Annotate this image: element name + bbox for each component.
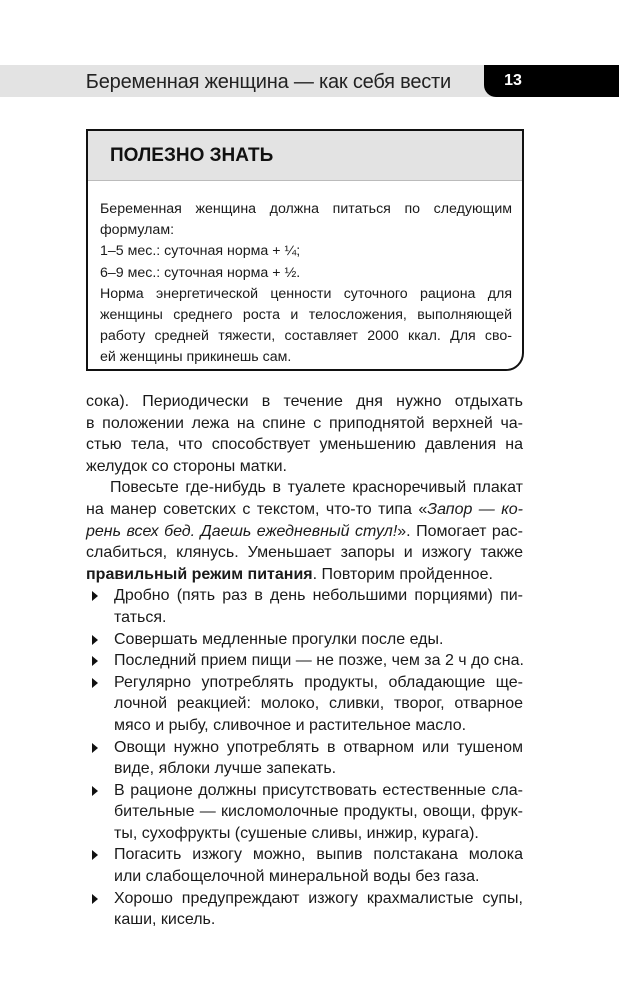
text-line: Регулярно употреблять продукты, обладающие ще- (114, 673, 523, 691)
text-line: бительные — кисломолочные продукты, овощи, фрук- (114, 803, 523, 821)
text-line: желудок со стороны матки. (86, 457, 287, 475)
list-item (86, 888, 523, 931)
text-line: Совершать медленные прогулки после еды. (114, 630, 444, 648)
triangle-bullet-icon (92, 591, 98, 601)
triangle-bullet-icon (92, 894, 98, 904)
list-item (86, 672, 523, 737)
list-item (86, 737, 523, 780)
text-line: таться. (114, 608, 167, 626)
text-line: Повесьте где-нибудь в туалете красноречивый плакат (110, 479, 523, 497)
useful-info-box-text (100, 199, 512, 369)
list-item (86, 780, 523, 845)
text-line (86, 499, 523, 521)
box-line: 1–5 мес.: суточная норма + ¼; (100, 243, 301, 260)
text-line: Дробно (пять раз в день небольшими порциями) пи- (114, 587, 523, 605)
text-line: лочной реакцией: молоко, сливки, творог, отварное (114, 695, 523, 713)
text-line: Погасить изжогу можно, выпив полстакана молока (114, 846, 523, 864)
list-item (86, 585, 523, 628)
list-item (86, 650, 523, 672)
text-span: . Повторим пройденное. (312, 565, 493, 583)
text-line: Овощи нужно употреблять в отварном или тушеном (114, 738, 523, 756)
box-line: ей женщины прикинешь сам. (100, 349, 292, 366)
page-number: 13 (504, 72, 522, 89)
paragraph (86, 477, 523, 585)
text-line (86, 521, 523, 543)
useful-info-box-title: ПОЛЕЗНО ЗНАТЬ (110, 145, 274, 166)
text-line: В рационе должны присутствовать естественные сла- (114, 781, 523, 799)
text-line: или слабощелочной минеральной воды без газа. (114, 868, 480, 886)
triangle-bullet-icon (92, 678, 98, 688)
paragraph (86, 391, 523, 477)
text-line: Хорошо предупреждают изжогу крахмалистые супы, (114, 889, 523, 907)
box-line: 6–9 мес.: суточная норма + ½. (100, 264, 301, 281)
italic-quote: рень всех бед. Даешь ежедневный стул! (86, 522, 398, 540)
text-span: ». Помогает рас- (397, 522, 524, 540)
text-line: ты, сухофрукты (сушеные сливы, инжир, курага). (114, 824, 479, 842)
box-line: Норма энергетической ценности суточного рациона для (100, 285, 512, 302)
text-line: сока). Периодически в течение дня нужно отдыхать (86, 393, 523, 410)
box-line: формулам: (100, 222, 175, 239)
box-line: работу средней тяжести, составляет 2000 ккал. Для сво- (100, 328, 512, 345)
text-line: каши, кисель. (114, 911, 216, 929)
triangle-bullet-icon (92, 743, 98, 753)
text-line: слабиться, клянусь. Уменьшает запоры и изжогу также (86, 544, 523, 562)
triangle-bullet-icon (92, 850, 98, 860)
text-line: стью тела, что способствует уменьшению давления на (86, 436, 523, 454)
list-item (86, 844, 523, 887)
box-line: женщины среднего роста и телосложения, выполняющей (100, 307, 512, 324)
text-span: на манер советских с текстом, что-то типа « (86, 500, 428, 518)
text-line: в положении лежа на спине с приподнятой верхней ча- (86, 414, 523, 432)
main-text (86, 391, 523, 931)
text-line: мясо и рыбу, сливочное и растительное масло. (114, 716, 467, 734)
triangle-bullet-icon (92, 635, 98, 645)
text-line: виде, яблоки лучше запекать. (114, 760, 337, 778)
triangle-bullet-icon (92, 656, 98, 666)
running-header-title: Беременная женщина — как себя вести (85, 71, 451, 93)
text-line: Последний прием пищи — не позже, чем за 2 ч до сна. (114, 652, 524, 670)
box-line: Беременная женщина должна питаться по следующим (100, 201, 512, 217)
useful-info-box (86, 129, 524, 371)
italic-quote: Запор — ко- (427, 500, 524, 518)
bold-emphasis: правильный режим питания (86, 565, 313, 583)
triangle-bullet-icon (92, 786, 98, 796)
text-line (86, 564, 523, 586)
list-item (86, 629, 523, 651)
